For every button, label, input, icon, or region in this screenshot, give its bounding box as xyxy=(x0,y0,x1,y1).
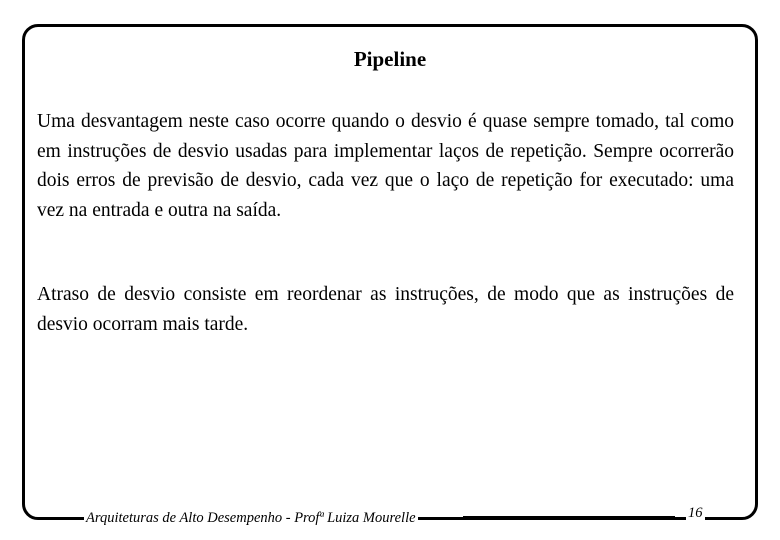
footer-divider xyxy=(463,516,675,519)
paragraph-branch-prediction: Uma desvantagem neste caso ocorre quando o desvio é quase sempre tomado, tal como em instruções de desvio usadas para implementar laços de repetição. Sempre ocorrerão dois erros de previsão de desvio, cada vez que o laço de repetição for executado: uma vez na entrada e outra na saída. xyxy=(37,111,734,221)
slide-title: Pipeline xyxy=(353,47,427,71)
page-number: 16 xyxy=(688,505,703,521)
footer-text: Arquiteturas de Alto Desempenho - Profª Luiza Mourelle xyxy=(86,510,416,526)
paragraph-branch-delay: Atraso de desvio consiste em reordenar as instruções, de modo que as instruções de desvio ocorram mais tarde. xyxy=(37,284,734,335)
slide-frame xyxy=(22,24,758,520)
